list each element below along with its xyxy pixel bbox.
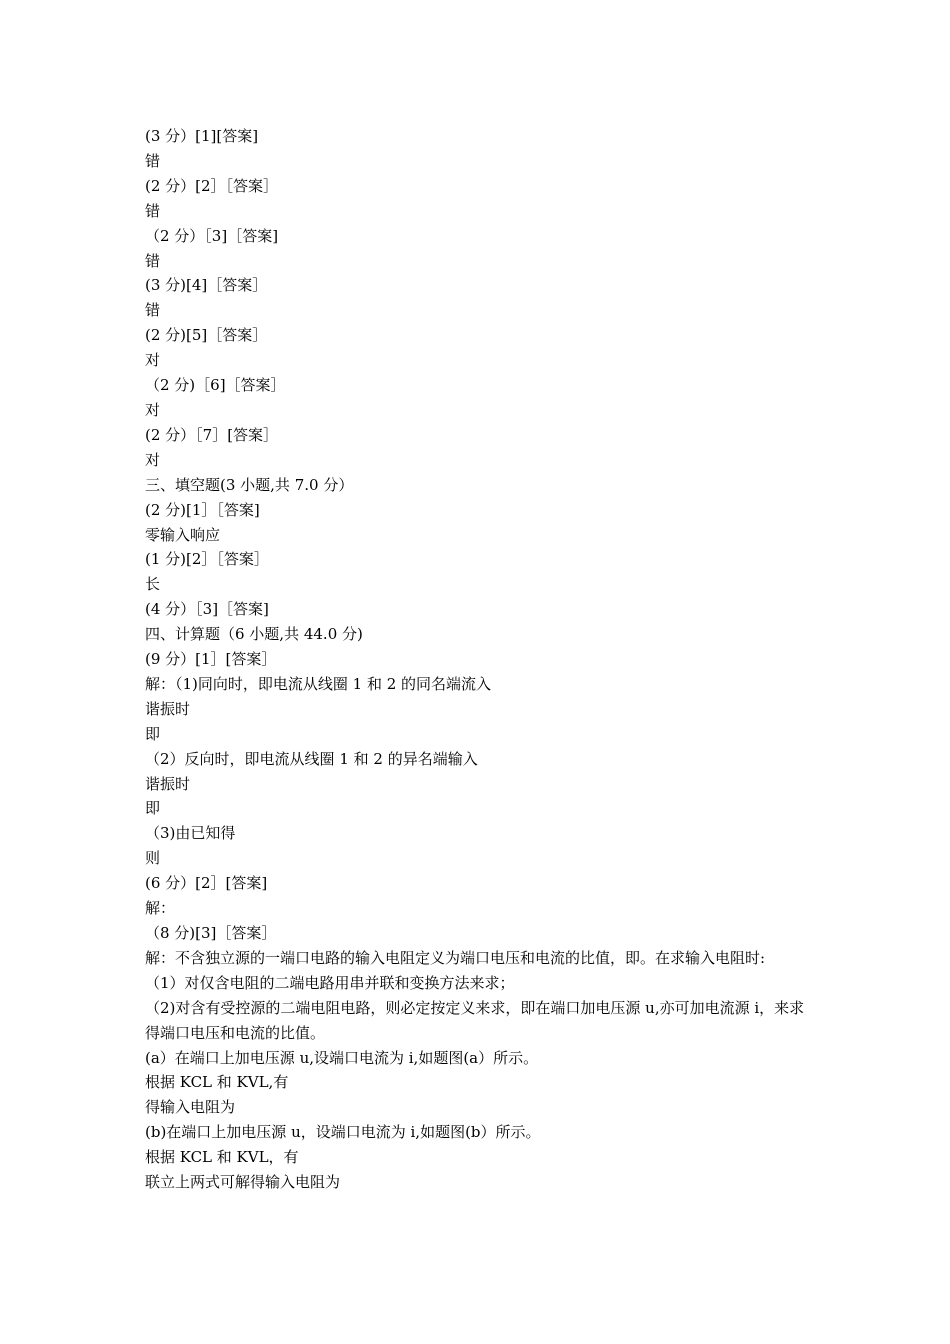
text-line: 根据 KCL 和 KVL，有 [145,1148,299,1167]
answer-text-body [145,124,810,1195]
text-line: (3 分)[4]［答案］ [145,276,268,295]
text-line: (a）在端口上加电压源 u,设端口电流为 i,如题图(a）所示。 [145,1048,539,1067]
text-line: (3 分）[1][答案] [145,127,259,145]
text-paragraph: 解：不含独立源的一端口电路的输入电阻定义为端口电压和电流的比值，即。在求输入电阻时: [145,948,766,967]
text-line: (6 分）[2］[答案] [145,874,268,893]
text-line: （2 分)［6]［答案］ [145,376,286,395]
text-line: (2 分)[1］［答案] [145,500,260,519]
text-line: 得输入电阻为 [145,1098,236,1117]
text-line: 则 [145,849,161,868]
text-line: (2 分）[2］［答案］ [145,176,279,195]
text-line: 即 [145,724,161,743]
text-line: 零输入响应 [145,525,221,544]
text-line: 联立上两式可解得输入电阻为 [145,1173,341,1192]
section-heading: 三、填空题(3 小题,共 7.0 分） [145,475,354,494]
text-line: 错 [145,151,161,170]
text-line: 即 [145,799,161,818]
text-line: 错 [145,251,161,270]
text-line: (b)在端口上加电压源 u，设端口电流为 i,如题图(b）所示。 [145,1123,541,1142]
text-line: 对 [145,400,161,419]
text-line: （8 分)[3]［答案］ [145,924,277,942]
text-line: 根据 KCL 和 KVL,有 [145,1073,289,1092]
text-line: 解： [145,899,176,918]
text-line: (1 分)[2］［答案］ [145,550,269,569]
text-line: (9 分）[1］[答案］ [145,650,277,669]
text-line: （2 分）［3]［答案] [145,226,279,245]
text-line: 错 [145,301,161,320]
text-line: 对 [145,351,161,370]
text-line: （1）对仅含电阻的二端电路用串并联和变换方法来求； [145,973,515,992]
text-line: （3)由已知得 [145,824,236,843]
text-line: 对 [145,450,161,469]
text-paragraph: （2)对含有受控源的二端电阻电路，则必定按定义来求，即在端口加电压源 u,亦可加电流源 i，来求得端口电压和电流的比值。 [145,998,805,1042]
text-line: 错 [145,201,161,220]
section-heading: 四、计算题（6 小题,共 44.0 分) [145,625,363,644]
text-line: 谐振时 [145,699,191,718]
text-line: 长 [145,575,161,594]
text-line: 谐振时 [145,774,191,793]
text-line: （2）反向时，即电流从线圈 1 和 2 的异名端输入 [145,749,478,768]
text-line: (2 分）［7］[答案］ [145,425,279,444]
text-line: (2 分)[5]［答案］ [145,326,268,345]
text-line: 解：（1)同向时，即电流从线圈 1 和 2 的同名端流入 [145,674,492,693]
text-line: (4 分）［3]［答案] [145,600,269,619]
